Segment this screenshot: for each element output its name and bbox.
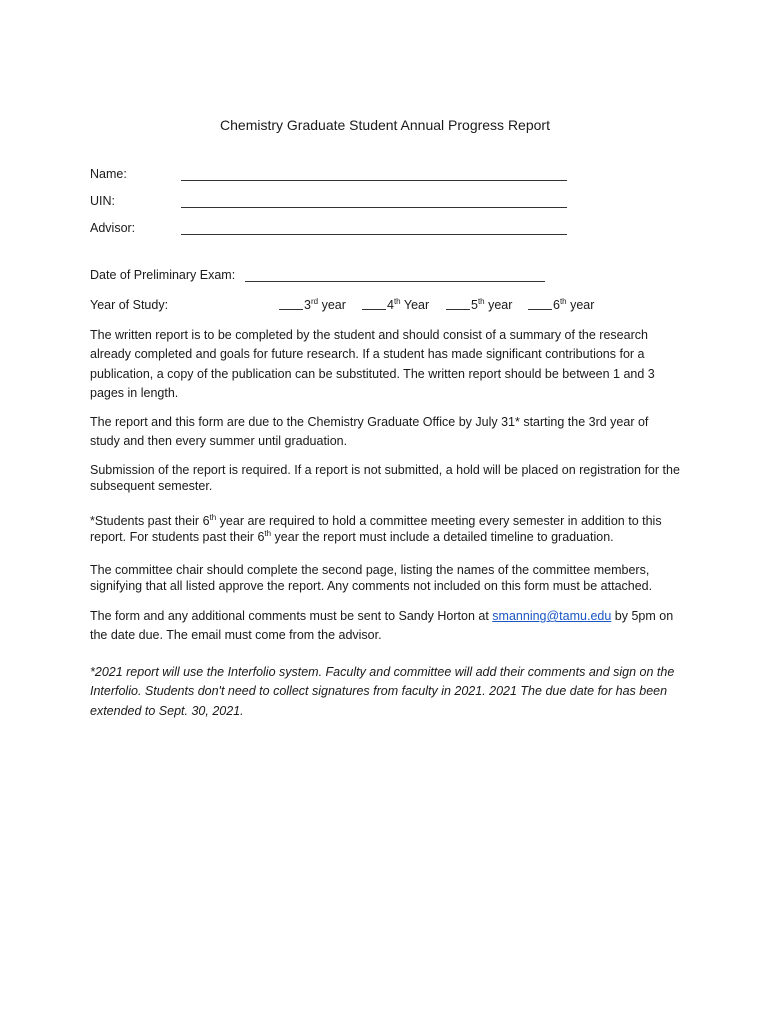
name-field-line[interactable] [181, 180, 567, 181]
paragraph-interfolio-note: *2021 report will use the Interfolio system. Faculty and committee will add their comments and sign on the Interfolio. Students don't need to collect signatures from faculty in 2021. 2021 The due date for has been extended to Sept. 30, 2021. [90, 665, 675, 718]
year-option-blank[interactable] [446, 297, 470, 310]
document-title: Chemistry Graduate Student Annual Progress Report [220, 117, 550, 133]
year-option-6th[interactable]: 6th year [528, 296, 594, 315]
name-label: Name: [90, 167, 127, 181]
year-option-blank[interactable] [362, 297, 386, 310]
advisor-label: Advisor: [90, 221, 136, 235]
prelim-exam-field-line[interactable] [245, 281, 545, 282]
uin-label: UIN: [90, 194, 115, 208]
paragraph-submission-required: Submission of the report is required. If a report is not submitted, a hold will be placed on registration for the subsequent semester. [90, 463, 680, 493]
year-option-5th[interactable]: 5th year [446, 296, 512, 315]
uin-field-line[interactable] [181, 207, 567, 208]
paragraph-written-report: The written report is to be completed by the student and should consist of a summary of the research already completed and goals for future research. If a student has made significant contributions for a publication, a copy of the publication can be substituted. The written report should be between 1 and 3 pages in length. [90, 328, 655, 400]
year-option-3rd[interactable]: 3rd year [279, 296, 346, 315]
year-option-blank[interactable] [279, 297, 303, 310]
email-link[interactable]: smanning@tamu.edu [492, 609, 612, 623]
year-option-4th[interactable]: 4th Year [362, 296, 429, 315]
year-option-blank[interactable] [528, 297, 552, 310]
prelim-exam-label: Date of Preliminary Exam: [90, 268, 236, 282]
advisor-field-line[interactable] [181, 234, 567, 235]
paragraph-committee-meeting: *Students past their 6th year are required to hold a committee meeting every semester in addition to this report. For students past their 6th year the report must include a detailed timeline to graduation. [90, 513, 662, 544]
paragraph-committee-chair: The committee chair should complete the second page, listing the names of the committee members, signifying that all listed approve the report. Any comments not included on this form must be attached. [90, 563, 653, 593]
paragraph-submission-email: The form and any additional comments must be sent to Sandy Horton at smanning@tamu.edu by 5pm on the date due. The email must come from the advisor. [90, 609, 674, 643]
paragraph-due-date: The report and this form are due to the Chemistry Graduate Office by July 31* starting the 3rd year of study and then every summer until graduation. [90, 415, 649, 449]
year-of-study-label: Year of Study: [90, 298, 169, 312]
